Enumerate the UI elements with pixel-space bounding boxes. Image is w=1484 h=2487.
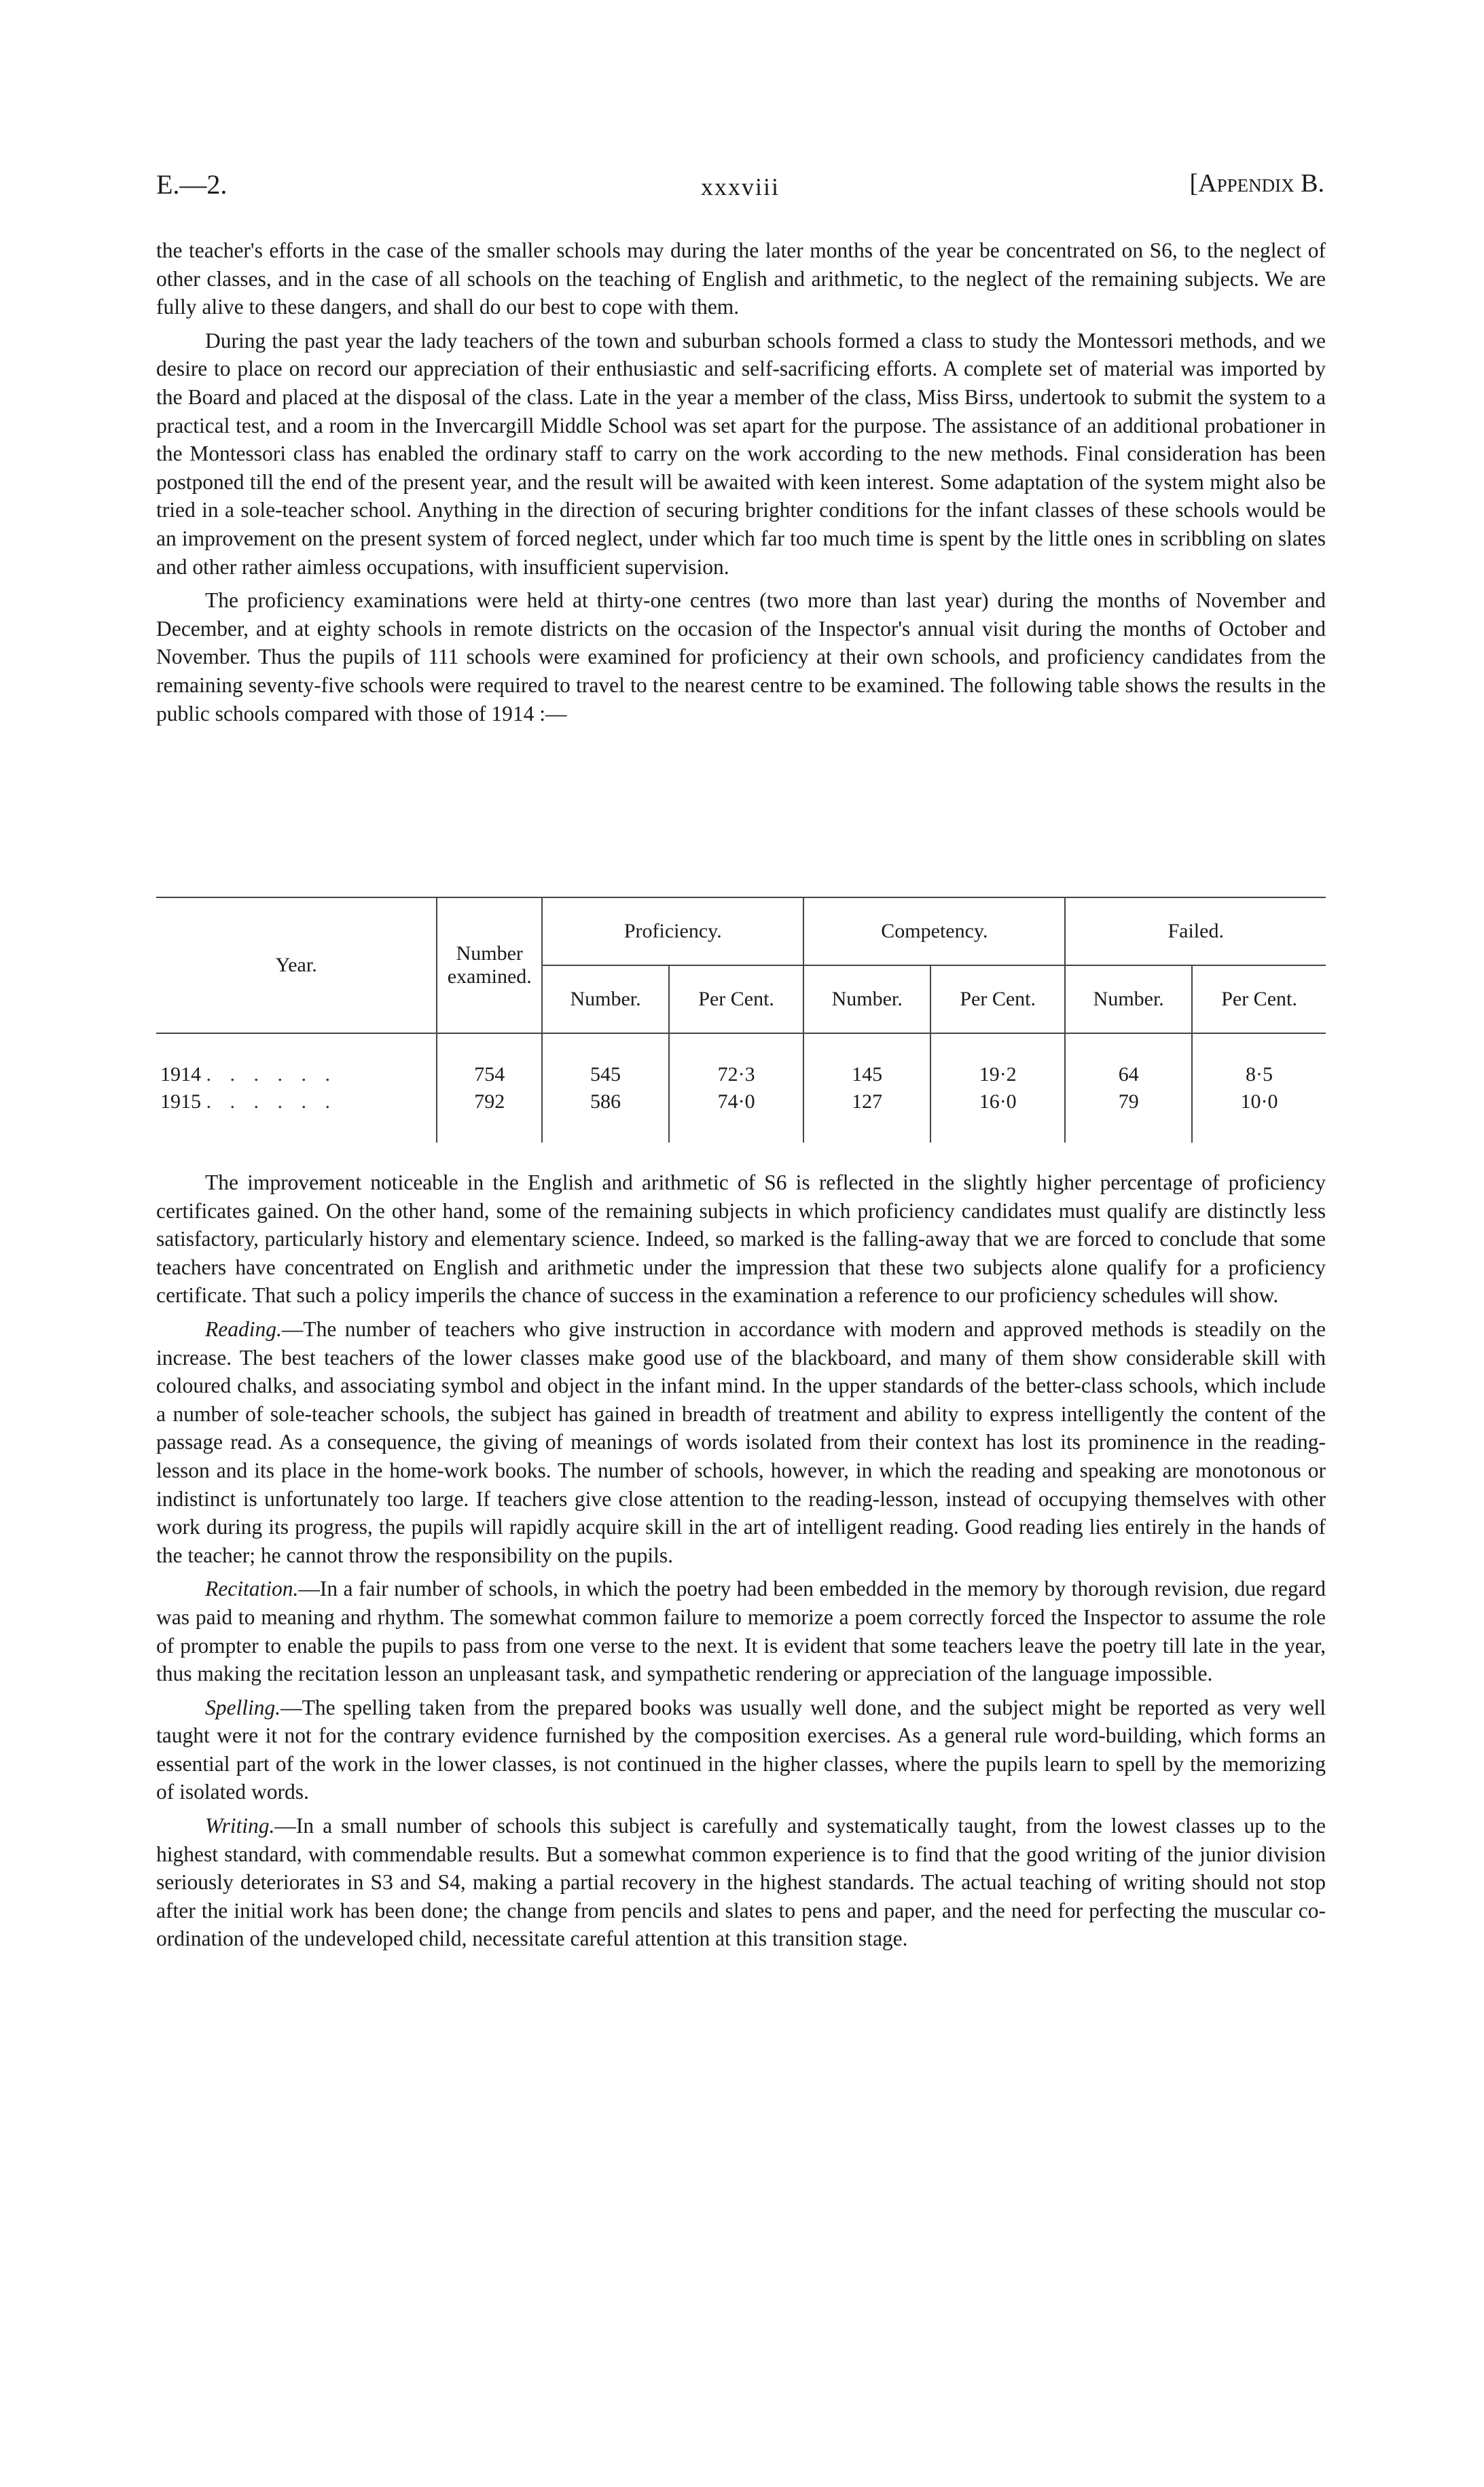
row-year: 1915 [160, 1090, 201, 1113]
section-lead: Recitation. [205, 1577, 299, 1601]
table-row [156, 1088, 1326, 1115]
cell-prof-percent: 72·3 [669, 1061, 803, 1088]
leader-dots: . . . . . . [206, 1090, 337, 1113]
cell-prof-number: 586 [542, 1088, 669, 1115]
col-year: Year. [275, 954, 317, 976]
cell-fail-percent: 8·5 [1192, 1061, 1326, 1088]
cell-comp-percent: 19·2 [930, 1061, 1065, 1088]
text-block-bottom [156, 1168, 1326, 1958]
col-fail-percent: Per Cent. [1192, 965, 1326, 1033]
col-prof-percent: Per Cent. [669, 965, 803, 1033]
text-block-top [156, 236, 1326, 733]
section-lead: Spelling. [205, 1695, 281, 1719]
cell-comp-number: 145 [803, 1061, 930, 1088]
col-comp-number: Number. [803, 965, 930, 1033]
col-competency: Competency. [803, 897, 1065, 965]
cell-examined: 754 [437, 1061, 542, 1088]
cell-comp-percent: 16·0 [930, 1088, 1065, 1115]
col-examined: Number examined. [437, 897, 542, 1033]
page-header [156, 168, 1324, 209]
row-year: 1914 [160, 1063, 201, 1086]
cell-examined: 792 [437, 1088, 542, 1115]
appendix-label: [Appendix B. [1189, 169, 1324, 198]
section-lead: Writing. [205, 1814, 275, 1838]
cell-prof-percent: 74·0 [669, 1088, 803, 1115]
col-fail-number: Number. [1065, 965, 1192, 1033]
col-prof-number: Number. [542, 965, 669, 1033]
cell-comp-number: 127 [803, 1088, 930, 1115]
paragraph-improvement: The improvement noticeable in the English and arithmetic of S6 is reflected in the slightly higher percentage of proficiency certificates gained. On the other hand, some of the remaining subjects in which proficiency candidates must qualify are distinctly less satisfactory, particularly history and elementary science. Indeed, so marked is the falling-away that we are forced to conclude that some teachers have concentrated on English and arithmetic under the impression that these two subjects alone qualify for a proficiency certificate. That such a policy imperils the chance of success in the examination a reference to our proficiency schedules will show. [156, 1170, 1326, 1308]
paragraph-recitation: Recitation.—In a fair number of schools, in which the poetry had been embedded in the memory by thorough revision, due regard was paid to meaning and rhythm. The somewhat common failure to memorize a poem correctly forced the Inspector to assume the role of prompter to enable the pupils to pass from one verse to the next. It is evident that some teachers leave the poetry till late in the year, thus making the recitation lesson an unpleasant task, and sympathetic rendering or appreciation of the language impossible. [156, 1577, 1326, 1686]
results-table [156, 897, 1326, 1143]
cell-fail-number: 79 [1065, 1088, 1192, 1115]
paragraph-continued: the teacher's efforts in the case of the smaller schools may during the later months of the year be concentrated on S6, to the neglect of other classes, and in the case of all schools on the teaching of English and arithmetic, to the neglect of the remaining subjects. We are fully alive to these dangers, and shall do our best to cope with them. [156, 238, 1326, 319]
table-row [156, 1061, 1326, 1088]
paragraph-spelling: Spelling.—The spelling taken from the prepared books was usually well done, and the subject might be reported as very well taught were it not for the contrary evidence furnished by the composition exercises. As a general rule word-building, which forms an essential part of the work in the lower classes, is not continued in the higher classes, where the pupils learn to spell by the memorizing of isolated words. [156, 1695, 1326, 1804]
report-code: E.—2. [156, 169, 228, 200]
paragraph-reading: Reading.—The number of teachers who give instruction in accordance with modern and approved methods is steadily on the increase. The best teachers of the lower classes make good use of the blackboard, and many of them show considerable skill with coloured chalks, and associating symbol and object in the infant mind. In the upper standards of the better-class schools, which include a number of sole-teacher schools, the subject has gained in breadth of treatment and ability to express intelligently the content of the passage read. As a consequence, the giving of meanings of words isolated from their context has lost its prominence in the reading-lesson and its place in the home-work books. The number of schools, however, in which the reading and speaking are monotonous or indistinct is unfortunately too large. If teachers give close attention to the reading-lesson, instead of occupying themselves with other work during its progress, the pupils will rapidly acquire skill in the art of intelligent reading. Good reading lies entirely in the hands of the teacher; he cannot throw the responsibility on the pupils. [156, 1317, 1326, 1567]
cell-prof-number: 545 [542, 1061, 669, 1088]
leader-dots: . . . . . . [206, 1063, 337, 1086]
paragraph-montessori: During the past year the lady teachers of the town and suburban schools formed a class to study the Montessori methods, and we desire to place on record our appreciation of their enthusiastic and self-sacrificing efforts. A complete set of material was imported by the Board and placed at the disposal of the class. Late in the year a member of the class, Miss Birss, undertook to submit the system to a practical test, and a room in the Invercargill Middle School was set apart for the purpose. The assistance of an additional probationer in the Montessori class has enabled the ordinary staff to carry on the work according to the new methods. Final consideration has been postponed till the end of the present year, and the result will be awaited with keen interest. Some adaptation of the system might also be tried in a sole-teacher school. Anything in the direction of securing brighter conditions for the infant classes of these schools would be an improvement on the present system of forced neglect, under which far too much time is spent by the little ones in scribbling on slates and other rather aimless occupations, with insufficient supervision. [156, 328, 1326, 579]
col-proficiency: Proficiency. [542, 897, 803, 965]
cell-fail-percent: 10·0 [1192, 1088, 1326, 1115]
paragraph-writing: Writing.—In a small number of schools this subject is carefully and systematically taught, from the lowest classes up to the highest standard, with commendable results. But a somewhat common experience is to find that the good writing of the junior division seriously deteriorates in S3 and S4, making a partial recovery in the highest standards. The actual teaching of writing should not stop after the initial work has been done; the change from pencils and slates to pens and paper, and the need for perfecting the muscular co-ordination of the undeveloped child, necessitate careful attention at this transition stage. [156, 1814, 1326, 1951]
col-comp-percent: Per Cent. [930, 965, 1065, 1033]
col-failed: Failed. [1065, 897, 1326, 965]
cell-fail-number: 64 [1065, 1061, 1192, 1088]
section-lead: Reading. [205, 1317, 282, 1341]
paragraph-proficiency-exams: The proficiency examinations were held at thirty-one centres (two more than last year) during the months of November and December, and at eighty schools in remote districts on the occasion of the Inspector's annual visit during the months of October and November. Thus the pupils of 111 schools were examined for proficiency at their own schools, and proficiency candidates from the remaining seventy-five schools were required to travel to the nearest centre to be examined. The following table shows the results in the public schools compared with those of 1914 :— [156, 588, 1326, 726]
page-number: xxxviii [700, 173, 780, 200]
